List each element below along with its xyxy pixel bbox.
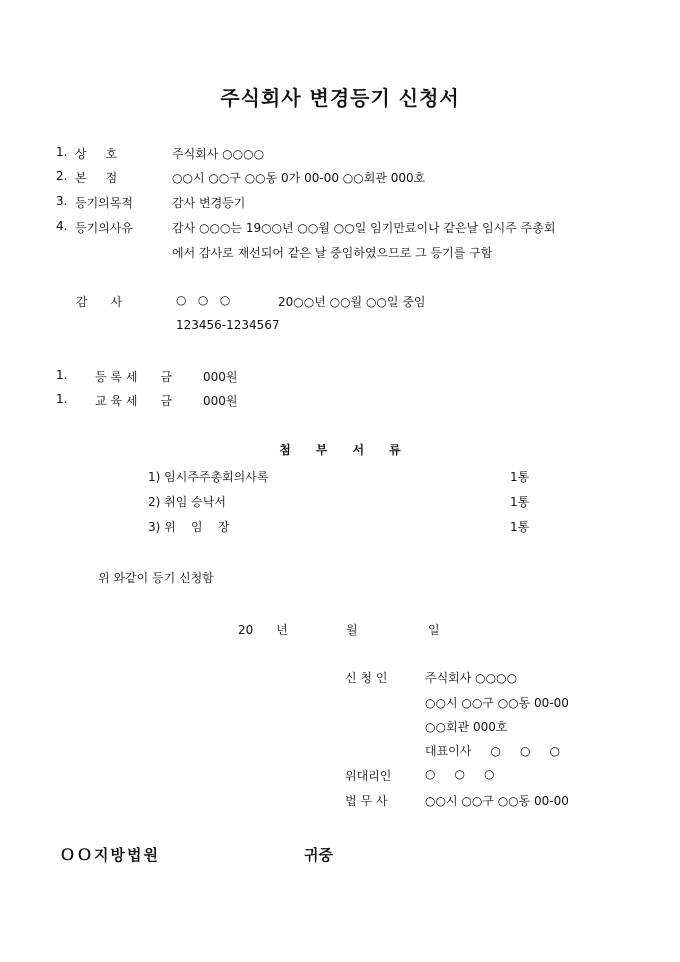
date-year: 20 년 — [238, 623, 288, 637]
court-name: ＯＯ지방법원 — [60, 846, 160, 864]
proxy-value: ○ ○ ○ — [425, 767, 495, 781]
item-1-label: 상 호 — [75, 147, 118, 161]
item-3-value: 감사 변경등기 — [172, 196, 246, 210]
item-1-value: 주식회사 ○○○○ — [172, 147, 265, 161]
statement: 위 와같이 등기 신청함 — [98, 571, 214, 585]
auditor-id: 123456-1234567 — [176, 318, 280, 332]
attachment-3-item: 3) 위 임 장 — [148, 520, 230, 534]
fee-1-amount: 000원 — [203, 370, 238, 384]
lawyer-label: 법 무 사 — [345, 794, 388, 808]
auditor-detail: 20○○년 ○○월 ○○일 중임 — [278, 295, 426, 309]
applicant-line-3: ○○회관 000호 — [425, 720, 508, 734]
fee-2-number: 1. — [56, 392, 68, 406]
attachments-heading: 첨 부 서 류 — [279, 443, 401, 457]
date-month: 월 — [346, 623, 358, 637]
attachment-1-item: 1) 임시주주총회의사록 — [148, 470, 269, 484]
fee-1-number: 1. — [56, 368, 68, 382]
attachment-1-count: 1통 — [510, 470, 530, 484]
document-title: 주식회사 변경등기 신청서 — [220, 86, 460, 110]
applicant-line-2: ○○시 ○○구 ○○동 00-00 — [425, 696, 569, 710]
item-2-label: 본 점 — [75, 171, 118, 185]
applicant-line-1: 주식회사 ○○○○ — [425, 671, 518, 685]
auditor-name: ○ ○ ○ — [176, 293, 231, 307]
item-4-value-continued: 에서 감사로 재선되어 같은 날 중임하였으므로 그 등기를 구함 — [172, 246, 493, 260]
attachment-2-count: 1통 — [510, 495, 530, 509]
item-4-label: 등기의사유 — [75, 221, 133, 235]
attachment-3-count: 1통 — [510, 520, 530, 534]
item-1-number: 1. — [56, 145, 68, 159]
item-3-label: 등기의목적 — [75, 196, 133, 210]
attachment-2-item: 2) 취임 승낙서 — [148, 495, 226, 509]
applicant-label: 신 청 인 — [345, 671, 388, 685]
item-4-value: 감사 ○○○는 19○○년 ○○월 ○○일 임기만료이나 같은날 임시주 주총회 — [172, 221, 556, 235]
applicant-line-4: 대표이사 ○ ○ ○ — [425, 744, 560, 758]
fee-1-label: 등 록 세 금 — [95, 370, 172, 384]
court-suffix: 귀중 — [304, 846, 333, 864]
auditor-label: 감 사 — [76, 295, 123, 309]
item-2-number: 2. — [56, 169, 68, 183]
item-3-number: 3. — [56, 194, 68, 208]
item-4-number: 4. — [56, 219, 68, 233]
date-day: 일 — [428, 623, 440, 637]
lawyer-value: ○○시 ○○구 ○○동 00-00 — [425, 794, 569, 808]
fee-2-label: 교 육 세 금 — [95, 394, 172, 408]
fee-2-amount: 000원 — [203, 394, 238, 408]
item-2-value: ○○시 ○○구 ○○동 0가 00-00 ○○회관 000호 — [172, 171, 426, 185]
proxy-label: 위대리인 — [345, 769, 392, 783]
